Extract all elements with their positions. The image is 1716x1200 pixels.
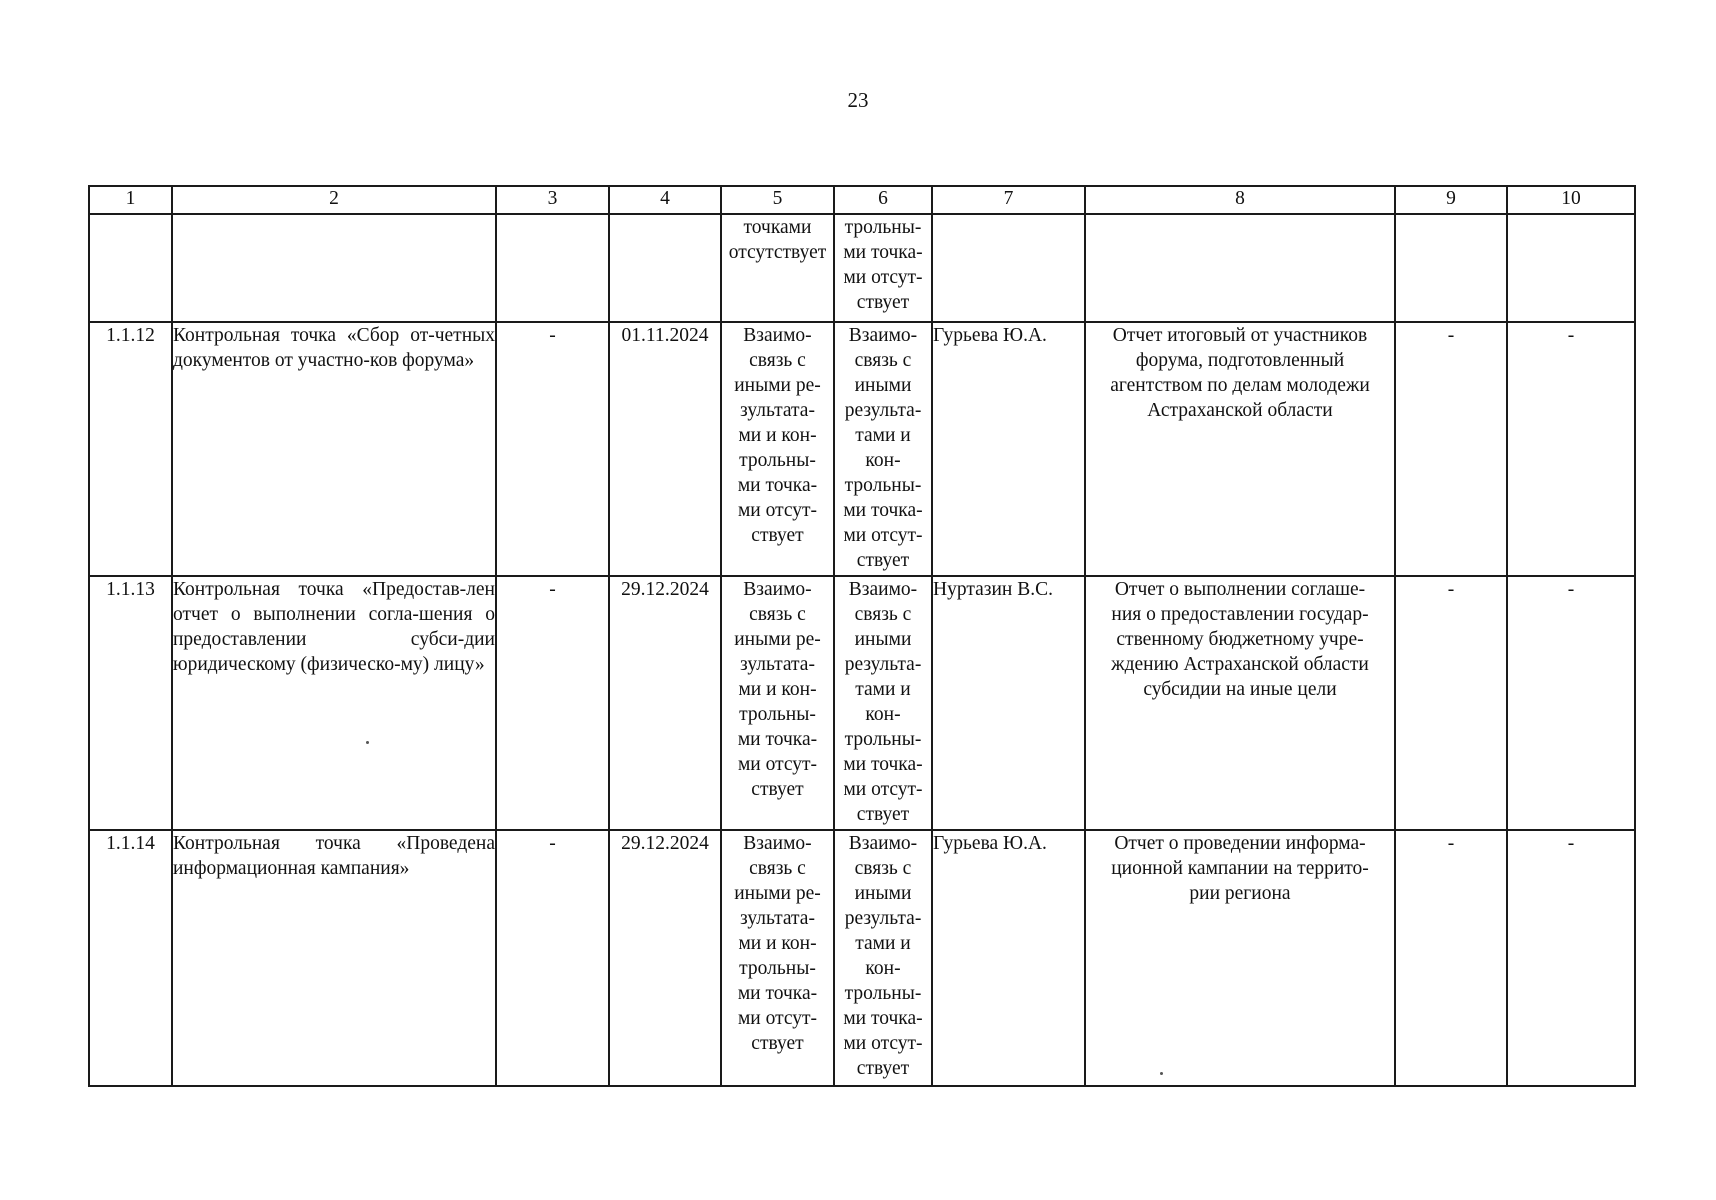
- cell-relation-checkpoints: [834, 576, 932, 830]
- cell-responsible: Нуртазин В.С.: [932, 576, 1085, 830]
- cell-document: [1085, 322, 1395, 576]
- table-row-continuation: [89, 214, 1635, 322]
- cell-col10: -: [1507, 576, 1635, 830]
- cell-relation-results: [721, 214, 834, 322]
- cell-col9: -: [1395, 322, 1507, 576]
- cell-empty: [1395, 214, 1507, 322]
- cell-col10: -: [1507, 830, 1635, 1086]
- cell-empty: [932, 214, 1085, 322]
- relation-results-text: Взаимо- связь с иными ре- зультата- ми и кон- трольны- ми точка- ми отсут- ствует: [734, 833, 821, 1054]
- cell-col3: -: [496, 576, 609, 830]
- scan-speck: [1160, 1072, 1163, 1075]
- cell-checkpoint-name: Контрольная точка «Предостав-лен отчет о выполнении согла-шения о предоставлении субси-дии юридическому (физическо-му) лицу»: [172, 576, 496, 830]
- header-cell-8: 8: [1085, 186, 1395, 214]
- cell-relation-results: [721, 830, 834, 1086]
- control-points-table: [88, 185, 1636, 1087]
- cell-checkpoint-name: Контрольная точка «Проведена информационная кампания»: [172, 830, 496, 1086]
- header-cell-5: 5: [721, 186, 834, 214]
- cell-col10: -: [1507, 322, 1635, 576]
- cell-document: [1085, 576, 1395, 830]
- header-cell-6: 6: [834, 186, 932, 214]
- page-number: 23: [847, 88, 869, 112]
- relation-checkpoints-text: трольны- ми точка- ми отсут- ствует: [843, 217, 923, 313]
- cell-number: 1.1.12: [89, 322, 172, 576]
- table-row: [89, 576, 1635, 830]
- header-row: [89, 186, 1635, 214]
- table-row: [89, 830, 1635, 1086]
- relation-checkpoints-text: Взаимо- связь с иными результа- тами и кон- трольны- ми точка- ми отсут- ствует: [843, 833, 923, 1079]
- relation-checkpoints-text: Взаимо- связь с иными результа- тами и кон- трольны- ми точка- ми отсут- ствует: [843, 325, 923, 571]
- document-text: Отчет о выполнении соглаше- ния о предоставлении государ- ственному бюджетному учре- ждению Астраханской области субсидии на иные цели: [1111, 579, 1369, 700]
- cell-date: 01.11.2024: [609, 322, 721, 576]
- cell-number: 1.1.13: [89, 576, 172, 830]
- cell-empty: [172, 214, 496, 322]
- cell-col9: -: [1395, 576, 1507, 830]
- cell-relation-checkpoints: [834, 322, 932, 576]
- relation-results-text: точками отсутствует: [728, 217, 827, 263]
- cell-col3: -: [496, 830, 609, 1086]
- relation-checkpoints-text: Взаимо- связь с иными результа- тами и кон- трольны- ми точка- ми отсут- ствует: [843, 579, 923, 825]
- cell-relation-results: [721, 576, 834, 830]
- header-cell-9: 9: [1395, 186, 1507, 214]
- header-cell-1: 1: [89, 186, 172, 214]
- cell-col9: -: [1395, 830, 1507, 1086]
- cell-document: [1085, 830, 1395, 1086]
- relation-results-text: Взаимо- связь с иными ре- зультата- ми и кон- трольны- ми точка- ми отсут- ствует: [734, 325, 821, 546]
- cell-relation-results: [721, 322, 834, 576]
- document-text: Отчет итоговый от участников форума, подготовленный агентством по делам молодежи Астраханской области: [1110, 325, 1370, 421]
- scan-speck: [366, 741, 369, 744]
- relation-results-text: Взаимо- связь с иными ре- зультата- ми и кон- трольны- ми точка- ми отсут- ствует: [734, 579, 821, 800]
- cell-empty: [1507, 214, 1635, 322]
- cell-number: 1.1.14: [89, 830, 172, 1086]
- cell-empty: [609, 214, 721, 322]
- cell-date: 29.12.2024: [609, 830, 721, 1086]
- header-cell-7: 7: [932, 186, 1085, 214]
- table-row: [89, 322, 1635, 576]
- cell-empty: [1085, 214, 1395, 322]
- header-cell-10: 10: [1507, 186, 1635, 214]
- cell-empty: [496, 214, 609, 322]
- document-text: Отчет о проведении информа- ционной кампании на террито- рии региона: [1111, 833, 1369, 904]
- header-cell-4: 4: [609, 186, 721, 214]
- header-cell-3: 3: [496, 186, 609, 214]
- header-cell-2: 2: [172, 186, 496, 214]
- cell-relation-checkpoints: [834, 214, 932, 322]
- cell-date: 29.12.2024: [609, 576, 721, 830]
- cell-col3: -: [496, 322, 609, 576]
- cell-responsible: Гурьева Ю.А.: [932, 830, 1085, 1086]
- cell-responsible: Гурьева Ю.А.: [932, 322, 1085, 576]
- cell-empty: [89, 214, 172, 322]
- cell-checkpoint-name: Контрольная точка «Сбор от-четных документов от участно-ков форума»: [172, 322, 496, 576]
- cell-relation-checkpoints: [834, 830, 932, 1086]
